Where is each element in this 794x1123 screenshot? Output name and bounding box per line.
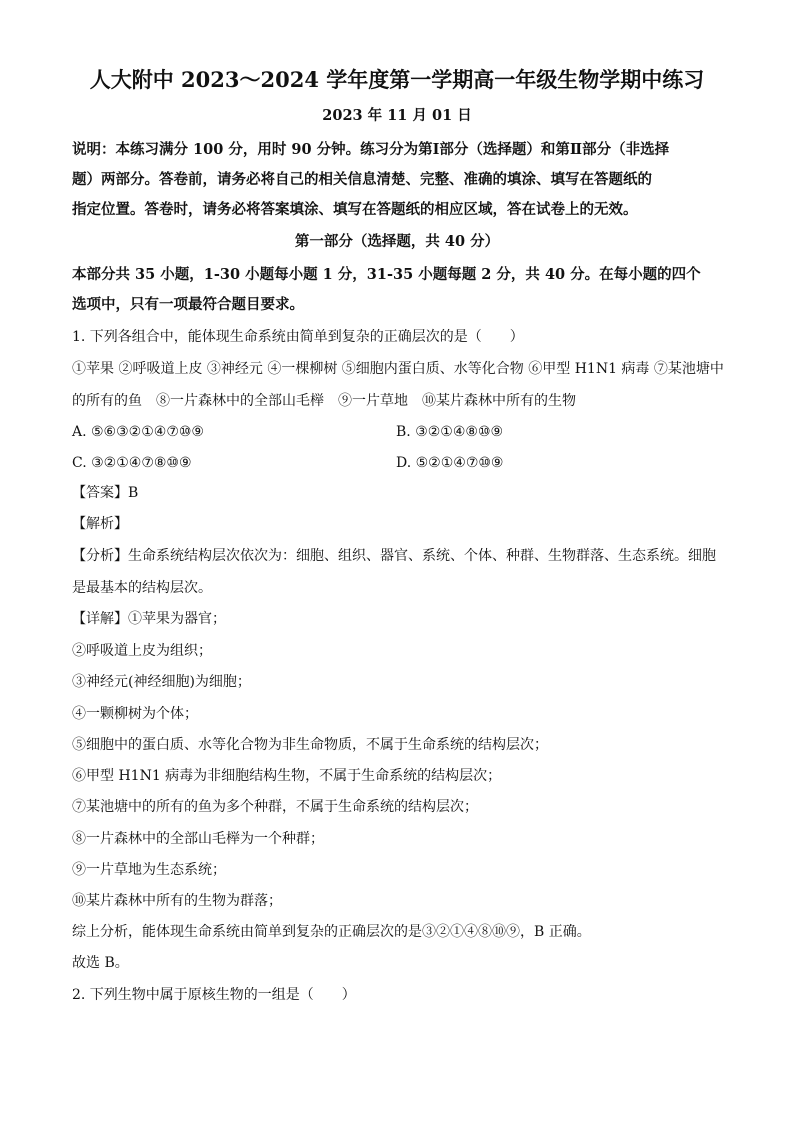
section-desc-line-1: 本部分共 35 小题，1-30 小题每小题 1 分，31-35 小题每题 2 分，共 40 分。在每小题的四个	[72, 266, 701, 283]
detail-line-9: ⑨一片草地为生态系统；	[72, 862, 226, 878]
detail-line-2: ②呼吸道上皮为组织；	[72, 643, 212, 659]
question-1-items-line-1: ①苹果 ②呼吸道上皮 ③神经元 ④一棵柳树 ⑤细胞内蛋白质、水等化合物 ⑥甲型 H1N1 病毒 ⑦某池塘中	[72, 361, 724, 377]
detail-line-3: ③神经元(神经细胞)为细胞；	[72, 674, 251, 690]
instructions-line-2: 题）两部分。答卷前，请务必将自己的相关信息清楚、完整、准确的填涂、填写在答题纸的	[72, 171, 652, 188]
detail-line-7: ⑦某池塘中的所有的鱼为多个种群，不属于生命系统的结构层次；	[72, 799, 478, 815]
detail-line-6: ⑥甲型 H1N1 病毒为非细胞结构生物，不属于生命系统的结构层次；	[72, 768, 502, 784]
detail-line-4: ④一颗柳树为个体；	[72, 706, 198, 722]
answer-line: 【答案】B	[72, 485, 139, 501]
option-d: D. ⑤②①④⑦⑩⑨	[396, 455, 504, 471]
exam-date: 2023 年 11 月 01 日	[322, 107, 472, 124]
analysis-tag: 【解析】	[72, 516, 128, 532]
option-a: A. ⑤⑥③②①④⑦⑩⑨	[72, 424, 204, 440]
section-desc-line-2: 选项中，只有一项最符合题目要求。	[72, 296, 304, 313]
analysis-line-2: 是最基本的结构层次。	[72, 580, 212, 596]
question-2-stem: 2. 下列生物中属于原核生物的一组是（ ）	[72, 987, 356, 1003]
option-b: B. ③②①④⑧⑩⑨	[396, 424, 504, 440]
instructions-line-3: 指定位置。答卷时，请务必将答案填涂、填写在答题纸的相应区域，答在试卷上的无效。	[72, 201, 638, 218]
detail-line-10: ⑩某片森林中所有的生物为群落；	[72, 893, 282, 909]
detail-line-5: ⑤细胞中的蛋白质、水等化合物为非生命物质，不属于生命系统的结构层次；	[72, 737, 548, 753]
question-1-stem: 1. 下列各组合中，能体现生命系统由简单到复杂的正确层次的是（ ）	[72, 329, 524, 345]
summary-line: 综上分析，能体现生命系统由简单到复杂的正确层次的是③②①④⑧⑩⑨，B 正确。	[72, 924, 591, 940]
question-1-items-line-2: 的所有的鱼 ⑧一片森林中的全部山毛榉 ⑨一片草地 ⑩某片森林中所有的生物	[72, 393, 576, 409]
detail-line-1: 【详解】①苹果为器官；	[72, 611, 226, 627]
conclusion-line: 故选 B。	[72, 955, 129, 971]
section-heading: 第一部分（选择题，共 40 分）	[294, 233, 500, 250]
page-title: 人大附中 2023～2024 学年度第一学期高一年级生物学期中练习	[89, 67, 705, 92]
detail-line-8: ⑧一片森林中的全部山毛榉为一个种群；	[72, 831, 324, 847]
option-c: C. ③②①④⑦⑧⑩⑨	[72, 455, 192, 471]
instructions-line-1: 说明：本练习满分 100 分，用时 90 分钟。练习分为第Ⅰ部分（选择题）和第Ⅱ部分（非选择	[72, 141, 670, 158]
analysis-line-1: 【分析】生命系统结构层次依次为：细胞、组织、器官、系统、个体、种群、生物群落、生态系统。细胞	[72, 548, 716, 564]
